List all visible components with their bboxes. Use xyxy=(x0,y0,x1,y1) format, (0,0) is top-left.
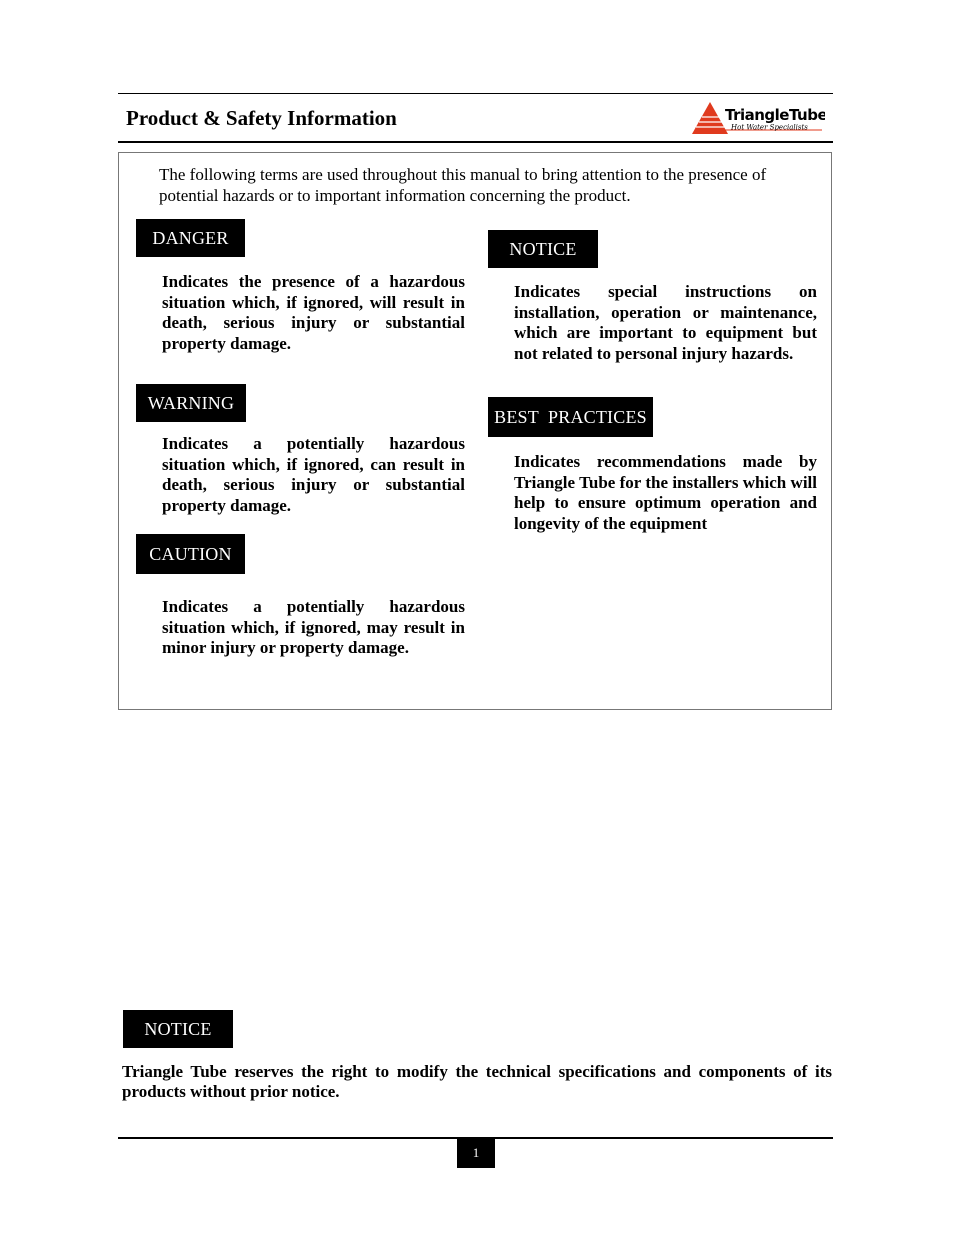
caution-description: Indicates a potentially hazardous situation which, if ignored, may result in minor injury or property damage. xyxy=(162,597,465,658)
triangle-tube-logo xyxy=(690,100,825,138)
danger-label: DANGER xyxy=(136,219,245,257)
warning-label: WARNING xyxy=(136,384,246,422)
best-practices-label: BEST PRACTICES xyxy=(488,397,653,437)
warning-description: Indicates a potentially hazardous situation which, if ignored, can result in death, serious injury or substantial property damage. xyxy=(162,434,465,516)
notice-label: NOTICE xyxy=(488,230,598,268)
danger-description: Indicates the presence of a hazardous situation which, if ignored, will result in death, serious injury or substantial property damage. xyxy=(162,272,465,354)
page-title: Product & Safety Information xyxy=(126,106,397,130)
header-bottom-rule xyxy=(118,141,833,143)
bottom-notice-label: NOTICE xyxy=(123,1010,233,1048)
svg-text:Hot Water Specialists: Hot Water Specialists xyxy=(731,123,808,132)
intro-paragraph: The following terms are used throughout this manual to bring attention to the presence of potential hazards or to important information concerning the product. xyxy=(159,165,767,205)
bottom-notice-text: Triangle Tube reserves the right to modify the technical specifications and components of its products without prior notice. xyxy=(122,1062,832,1101)
notice-description: Indicates special instructions on installation, operation or maintenance, which are important to equipment but not related to personal injury hazards. xyxy=(514,282,817,364)
best-practices-description: Indicates recommendations made by Triangle Tube for the installers which will help to ensure optimum operation and longevity of the equipment xyxy=(514,452,817,534)
page-number: 1 xyxy=(457,1138,495,1168)
svg-text:TriangleTube: TriangleTube xyxy=(725,106,825,124)
header-top-rule xyxy=(118,93,833,94)
caution-label: CAUTION xyxy=(136,534,245,574)
triangle-logo-icon xyxy=(692,102,728,134)
